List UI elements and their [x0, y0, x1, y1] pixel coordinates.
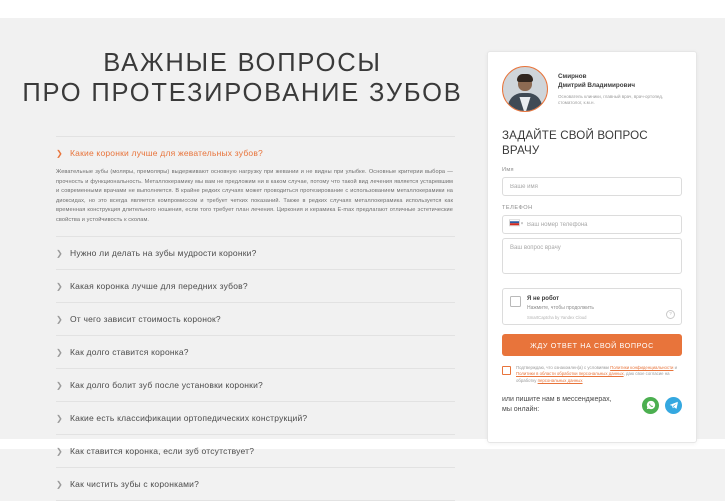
faq-item[interactable] — [56, 435, 455, 468]
page-title-line-2: ПРО ПРОТЕЗИРОВАНИЕ ЗУБОВ — [22, 79, 463, 107]
name-field-label: Имя — [502, 167, 514, 173]
phone-input[interactable] — [502, 215, 682, 234]
faq-question[interactable] — [56, 445, 455, 457]
faq-question[interactable] — [56, 478, 455, 490]
consent-prefix: Подтверждаю, что ознакомлен(а) с условиями — [516, 365, 611, 370]
chevron-down-icon[interactable]: ▾ — [521, 220, 524, 225]
messengers-text: или пишите нам в мессенджерах, мы онлайн: — [502, 396, 612, 414]
captcha-brand: SmartCaptcha by Yandex Cloud — [527, 315, 587, 320]
page-title-line-1: ВАЖНЫЕ ВОПРОСЫ — [103, 49, 382, 77]
faq-question[interactable] — [56, 346, 455, 358]
doctor-name: Дмитрий Владимирович — [558, 81, 635, 89]
submit-button[interactable]: ЖДУ ОТВЕТ НА СВОЙ ВОПРОС — [502, 334, 682, 356]
faq-question-label: Нужно ли делать на зубы мудрости коронки? — [70, 247, 257, 258]
faq-question[interactable] — [56, 280, 455, 292]
chevron-right-icon: ❯ — [56, 380, 63, 390]
faq-section — [0, 18, 485, 489]
captcha-checkbox[interactable] — [510, 296, 521, 307]
faq-question-label: Как ставится коронка, если зуб отсутствует? — [70, 445, 255, 456]
phone-field-wrap — [502, 211, 682, 234]
doctor-role: Основатель клиники, главный врач, врач-ортопед, стоматолог, к.м.н. — [558, 93, 664, 105]
chevron-right-icon: ❯ — [56, 413, 63, 423]
form-title: ЗАДАЙТЕ СВОЙ ВОПРОС ВРАЧУ — [502, 129, 648, 157]
consent-row[interactable] — [502, 365, 682, 384]
captcha-subtitle: Нажмите, чтобы продолжить — [527, 305, 594, 311]
chevron-right-icon: ❯ — [56, 347, 63, 357]
faq-item[interactable] — [56, 402, 455, 435]
privacy-policy-link[interactable]: Политики конфиденциальности — [610, 365, 674, 370]
faq-question[interactable] — [56, 147, 455, 159]
chevron-right-icon: ❯ — [56, 446, 63, 456]
whatsapp-icon[interactable] — [642, 397, 659, 414]
faq-question-label: Как долго ставится коронка? — [70, 346, 189, 357]
question-textarea[interactable] — [502, 238, 682, 274]
doctor-info — [558, 72, 682, 107]
chevron-right-icon: ❯ — [56, 479, 63, 489]
consent-suffix: , даю свое согласие на обработку — [516, 371, 670, 383]
name-input[interactable] — [502, 177, 682, 196]
ru-flag-icon — [509, 219, 520, 227]
faq-item[interactable] — [56, 136, 455, 237]
messenger-icons — [642, 397, 682, 414]
question-mark-icon[interactable]: ? — [666, 310, 675, 319]
faq-question[interactable] — [56, 379, 455, 391]
doctor-block — [502, 66, 682, 112]
faq-list — [0, 136, 485, 501]
avatar-hair — [517, 74, 533, 82]
consent-mid: и — [673, 365, 678, 370]
messengers-row — [502, 395, 682, 415]
consent-text — [516, 365, 682, 384]
chevron-right-icon: ❯ — [56, 281, 63, 291]
ask-doctor-card — [487, 51, 697, 443]
faq-question-label: Какие есть классификации ортопедических конструкций? — [70, 412, 308, 423]
page-top-strip — [0, 0, 725, 18]
faq-question[interactable] — [56, 313, 455, 325]
faq-question-label: От чего зависит стоимость коронок? — [70, 313, 221, 324]
captcha-widget[interactable] — [502, 288, 682, 325]
doctor-surname: Смирнов — [558, 72, 587, 80]
consent-checkbox[interactable] — [502, 366, 511, 375]
data-policy-link[interactable]: Политики в области обработки персональных данных — [516, 371, 624, 377]
faq-question-label: Какая коронка лучше для передних зубов? — [70, 280, 248, 291]
faq-item[interactable] — [56, 237, 455, 270]
faq-question-label: Как долго болит зуб после установки коронки? — [70, 379, 263, 390]
avatar — [502, 66, 548, 112]
faq-item[interactable] — [56, 270, 455, 303]
faq-question[interactable] — [56, 412, 455, 424]
faq-item[interactable] — [56, 336, 455, 369]
page-title — [0, 48, 485, 108]
chevron-right-icon: ❯ — [56, 248, 63, 258]
faq-question-label: Какие коронки лучше для жевательных зубов? — [70, 148, 263, 158]
faq-question[interactable] — [56, 247, 455, 259]
faq-answer: Жевательные зубы (моляры, премоляры) выдерживают основную нагрузку при жевании и не видны при улыбке. Основные критерии выбора — прочность и функциональность. Металлокерамику мы вам не предложим ни в каком случае, потому что такой вид лечения является устаревшим и современными врачами не выполняется. В крайне редких случаях может проводиться протезирование с использованием металлокерамики на диоксидах, но это всегда является компромиссом и требует четких показаний. Также в редких случаях металлокерамика используется как временная конструкция длительного ношения, если того требует план лечения. Циркония и керамика E-max предлагают отличные эстетические свойства и устойчивость к сколам. — [56, 169, 453, 223]
captcha-text — [527, 295, 594, 321]
captcha-title: Я не робот — [527, 296, 560, 302]
chevron-right-icon: ❯ — [56, 149, 63, 158]
faq-question-label: Как чистить зубы с коронками? — [70, 478, 200, 489]
faq-item[interactable] — [56, 369, 455, 402]
telegram-icon[interactable] — [665, 397, 682, 414]
chevron-right-icon: ❯ — [56, 314, 63, 324]
phone-field-label: ТЕЛЕФОН — [502, 205, 533, 211]
personal-data-link[interactable]: персональных данных — [537, 377, 583, 383]
faq-item[interactable] — [56, 468, 455, 501]
faq-item[interactable] — [56, 303, 455, 336]
